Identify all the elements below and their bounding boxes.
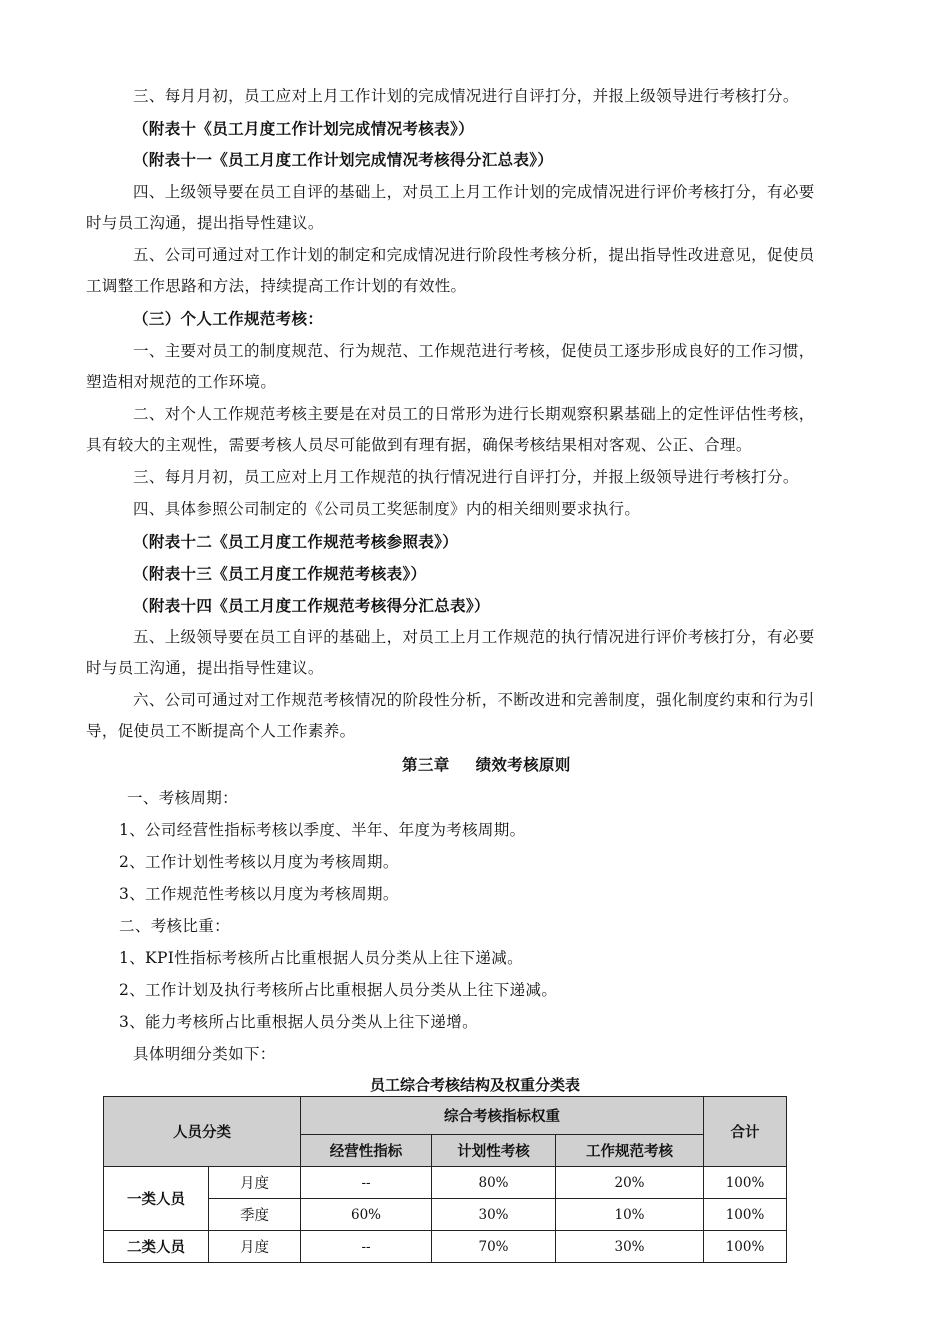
paragraph-continuation: 具有较大的主观性，需要考核人员尽可能做到有理有据，确保考核结果相对客观、公正、合理。	[86, 436, 752, 454]
chapter-number: 第三章	[402, 756, 450, 774]
header-category: 人员分类	[104, 1097, 301, 1167]
paragraph: 具体明细分类如下：	[133, 1045, 276, 1063]
value-cell: 70%	[432, 1231, 556, 1263]
section-heading: （三）个人工作规范考核：	[133, 310, 324, 328]
paragraph-continuation: 塑造相对规范的工作环境。	[86, 373, 277, 391]
value-cell: 60%	[301, 1199, 432, 1231]
total-cell: 100%	[704, 1231, 787, 1263]
category-cell: 一类人员	[104, 1167, 209, 1231]
appendix-reference: （附表十二《员工月度工作规范考核参照表》）	[133, 533, 459, 551]
header-standards: 工作规范考核	[556, 1135, 704, 1167]
paragraph: 三、每月月初，员工应对上月工作计划的完成情况进行自评打分，并报上级领导进行考核打分。	[133, 87, 799, 105]
paragraph: 六、公司可通过对工作规范考核情况的阶段性分析，不断改进和完善制度，强化制度约束和行为引	[133, 691, 815, 709]
value-cell: 20%	[556, 1167, 704, 1199]
total-cell: 100%	[704, 1199, 787, 1231]
value-cell: --	[301, 1231, 432, 1263]
value-cell: --	[301, 1167, 432, 1199]
appendix-reference: （附表十一《员工月度工作计划完成情况考核得分汇总表》）	[133, 151, 554, 169]
table-caption: 员工综合考核结构及权重分类表	[369, 1076, 580, 1094]
value-cell: 80%	[432, 1167, 556, 1199]
paragraph: 五、上级领导要在员工自评的基础上，对员工上月工作规范的执行情况进行评价考核打分，有必要	[133, 628, 815, 646]
paragraph: 四、上级领导要在员工自评的基础上，对员工上月工作计划的完成情况进行评价考核打分，有必要	[133, 183, 815, 201]
list-heading: 一、考核周期：	[127, 789, 238, 807]
table-row	[104, 1231, 787, 1263]
appendix-reference: （附表十《员工月度工作计划完成情况考核表》）	[133, 120, 474, 138]
paragraph-continuation: 导，促使员工不断提高个人工作素养。	[86, 722, 356, 740]
paragraph: 一、主要对员工的制度规范、行为规范、工作规范进行考核，促使员工逐步形成良好的工作习惯，	[133, 342, 815, 360]
table-row	[104, 1167, 787, 1199]
header-operating: 经营性指标	[301, 1135, 432, 1167]
list-heading: 二、考核比重：	[119, 917, 230, 935]
list-item: 1、公司经营性指标考核以季度、半年、年度为考核周期。	[119, 821, 526, 839]
list-item: 3、能力考核所占比重根据人员分类从上往下递增。	[119, 1013, 478, 1031]
list-item: 2、工作计划及执行考核所占比重根据人员分类从上往下递减。	[119, 981, 558, 999]
paragraph-continuation: 时与员工沟通，提出指导性建议。	[86, 214, 324, 232]
list-item: 3、工作规范性考核以月度为考核周期。	[119, 885, 399, 903]
list-item: 2、工作计划性考核以月度为考核周期。	[119, 853, 399, 871]
paragraph: 五、公司可通过对工作计划的制定和完成情况进行阶段性考核分析，提出指导性改进意见，促使员	[133, 246, 815, 264]
paragraph: 四、具体参照公司制定的《公司员工奖惩制度》内的相关细则要求执行。	[133, 500, 641, 518]
paragraph-continuation: 时与员工沟通，提出指导性建议。	[86, 659, 324, 677]
chapter-title: 绩效考核原则	[475, 756, 571, 774]
category-cell: 二类人员	[104, 1231, 209, 1263]
header-planning: 计划性考核	[432, 1135, 556, 1167]
period-cell: 月度	[209, 1231, 301, 1263]
chapter-heading	[402, 755, 571, 775]
value-cell: 30%	[556, 1231, 704, 1263]
weight-table	[103, 1096, 787, 1263]
period-cell: 季度	[209, 1199, 301, 1231]
total-cell: 100%	[704, 1167, 787, 1199]
appendix-reference: （附表十四《员工月度工作规范考核得分汇总表》）	[133, 597, 490, 615]
header-total: 合计	[704, 1097, 787, 1167]
period-cell: 月度	[209, 1167, 301, 1199]
appendix-reference: （附表十三《员工月度工作规范考核表》）	[133, 565, 427, 583]
header-weight-group: 综合考核指标权重	[301, 1097, 704, 1135]
list-item: 1、KPI性指标考核所占比重根据人员分类从上往下递减。	[119, 949, 523, 967]
paragraph-continuation: 工调整工作思路和方法，持续提高工作计划的有效性。	[86, 277, 467, 295]
value-cell: 10%	[556, 1199, 704, 1231]
paragraph: 二、对个人工作规范考核主要是在对员工的日常形为进行长期观察积累基础上的定性评估性考核，	[133, 405, 815, 423]
paragraph: 三、每月月初，员工应对上月工作规范的执行情况进行自评打分，并报上级领导进行考核打分。	[133, 468, 799, 486]
value-cell: 30%	[432, 1199, 556, 1231]
